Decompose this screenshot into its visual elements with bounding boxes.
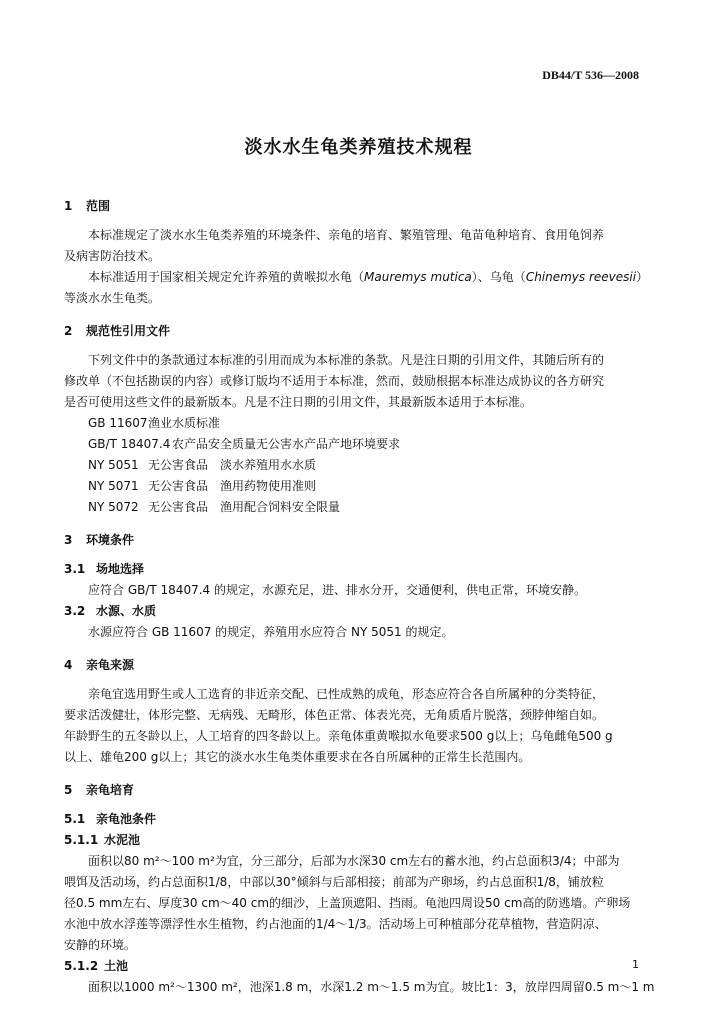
standard-code: DB44/T 536—2008 <box>542 68 639 82</box>
reference-item <box>64 497 644 518</box>
subsection-title: 水泥池 <box>104 833 141 847</box>
paragraph: 年龄野生的五冬龄以上，人工培育的四冬龄以上。亲龟体重黄喉拟水龟要求500 g以上；乌龟雌龟500 g <box>64 729 613 743</box>
paragraph <box>64 267 649 288</box>
reference-code: GB 11607 <box>88 416 148 430</box>
subsection-5-1-2-heading <box>64 956 644 977</box>
subsection-title: 亲龟池条件 <box>96 812 157 826</box>
reference-item <box>64 413 644 434</box>
subsection-number: 5.1.1 <box>64 833 99 847</box>
section-5-heading <box>64 780 644 801</box>
text-run: ） <box>636 270 649 284</box>
subsection-number: 3.1 <box>64 562 86 576</box>
paragraph: 亲龟宜选用野生或人工选育的非近亲交配、已性成熟的成龟，形态应符合各自所属种的分类特征， <box>88 687 605 701</box>
paragraph: 等淡水水生龟类。 <box>64 291 161 305</box>
reference-name: 无公害食品 渔用配合饲料安全限量 <box>148 500 341 514</box>
paragraph: 面积以1000 m²～1300 m²，池深1.8 m，水深1.2 m～1.5 m为宜。坡比1：3，放岸四周留0.5 m～1 m <box>88 980 655 994</box>
paragraph: 下列文件中的条款通过本标准的引用而成为本标准的条款。凡是注日期的引用文件，其随后所有的 <box>88 353 605 367</box>
section-3-heading <box>64 530 644 551</box>
text-run: 本标准适用于国家相关规定允许养殖的黄喉拟水龟（ <box>88 270 365 284</box>
reference-item <box>64 455 644 476</box>
section-number: 2 <box>64 324 73 338</box>
paragraph: 要求活泼健壮，体形完整、无病残、无畸形，体色正常、体表光亮，无角质盾片脱落，颈脖伸缩自如。 <box>64 708 605 722</box>
subsection-title: 水源、水质 <box>96 604 157 618</box>
section-number: 1 <box>64 199 73 213</box>
section-title: 亲龟培育 <box>86 783 135 797</box>
section-4-heading <box>64 655 644 676</box>
section-number: 4 <box>64 658 73 672</box>
paragraph: 水源应符合 GB 11607 的规定，养殖用水应符合 NY 5051 的规定。 <box>88 625 454 639</box>
scientific-name: Chinemys reevesii <box>525 270 637 284</box>
section-title: 规范性引用文件 <box>86 324 171 338</box>
document-title: 淡水水生龟类养殖技术规程 <box>244 137 473 158</box>
reference-name: 渔业水质标准 <box>148 416 221 430</box>
paragraph: 是否可使用这些文件的最新版本。凡是不注日期的引用文件，其最新版本适用于本标准。 <box>64 395 533 409</box>
paragraph: 面积以80 m²～100 m²为宜，分三部分，后部为水深30 cm左右的蓄水池，约占总面积3/4；中部为 <box>88 854 620 868</box>
reference-code: GB/T 18407.4 <box>88 437 171 451</box>
paragraph: 安静的环境。 <box>64 938 137 952</box>
section-number: 5 <box>64 783 73 797</box>
section-title: 环境条件 <box>86 533 135 547</box>
reference-item <box>64 434 644 455</box>
subsection-title: 场地选择 <box>96 562 145 576</box>
reference-name: 无公害食品 渔用药物使用准则 <box>148 479 317 493</box>
subsection-3-2-heading <box>64 601 644 622</box>
reference-name: 无公害食品 淡水养殖用水水质 <box>148 458 317 472</box>
section-number: 3 <box>64 533 73 547</box>
reference-item <box>64 476 644 497</box>
section-title: 亲龟来源 <box>86 658 135 672</box>
section-1-heading <box>64 196 644 217</box>
subsection-number: 5.1 <box>64 812 86 826</box>
subsection-number: 3.2 <box>64 604 86 618</box>
text-run: ）、乌龟（ <box>471 270 526 284</box>
paragraph: 喂饵及活动场，约占总面积1/8，中部以30°倾斜与后部相接；前部为产卵场，约占总面积1/8，铺放粒 <box>64 875 604 889</box>
subsection-number: 5.1.2 <box>64 959 99 973</box>
paragraph: 及病害防治技术。 <box>64 249 161 263</box>
document-body <box>64 196 655 998</box>
subsection-3-1-heading <box>64 559 644 580</box>
scientific-name: Mauremys mutica <box>364 270 472 284</box>
section-title: 范围 <box>86 199 111 213</box>
page-number: 1 <box>632 958 639 971</box>
reference-list <box>64 413 644 518</box>
reference-name: 农产品安全质量无公害水产品产地环境要求 <box>172 437 401 451</box>
subsection-title: 土池 <box>104 959 129 973</box>
subsection-5-1-1-heading <box>64 830 644 851</box>
paragraph: 修改单（不包括勘误的内容）或修订版均不适用于本标准，然而，鼓励根据本标准达成协议的各方研究 <box>64 374 605 388</box>
paragraph: 本标准规定了淡水水生龟类养殖的环境条件、亲龟的培育、繁殖管理、龟苗龟种培育、食用龟饲养 <box>88 228 605 242</box>
subsection-5-1-heading <box>64 809 644 830</box>
paragraph: 应符合 GB/T 18407.4 的规定，水源充足，进、排水分开，交通便利，供电正常，环境安静。 <box>88 583 586 597</box>
paragraph: 以上、雄龟200 g以上；其它的淡水水生龟类体重要求在各自所属种的正常生长范围内。 <box>64 750 531 764</box>
paragraph: 水池中放水浮莲等漂浮性水生植物，约占池面的1/4～1/3。活动场上可种植部分花草植物，营造阴凉、 <box>64 917 607 931</box>
section-2-heading <box>64 321 644 342</box>
paragraph: 径0.5 mm左右、厚度30 cm～40 cm的细沙，上盖顶遮阳、挡雨。龟池四周设50 cm高的防逃墙。产卵场 <box>64 896 631 910</box>
reference-code: NY 5051 <box>88 458 139 472</box>
reference-code: NY 5071 <box>88 479 139 493</box>
reference-code: NY 5072 <box>88 500 139 514</box>
